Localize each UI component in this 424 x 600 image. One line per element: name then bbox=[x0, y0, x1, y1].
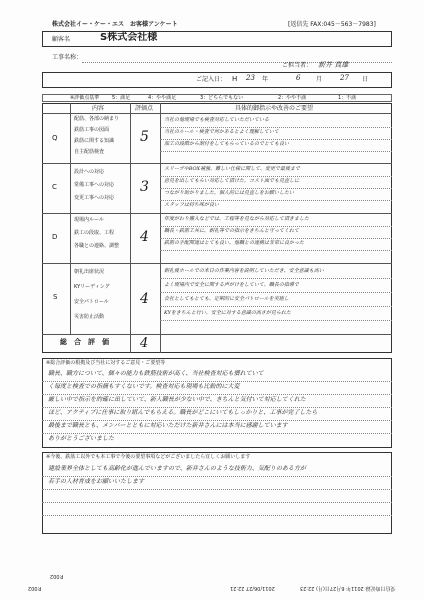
row-s-comment-1: 朝礼後ホールでの本日の作業内容を説明していただき、安全意識も高い bbox=[164, 268, 324, 274]
row-s-item-2: KYリーディング bbox=[74, 284, 110, 290]
company-title: 株式会社イー・ケー・エス お客様アンケート bbox=[52, 21, 178, 28]
customer-name-box bbox=[42, 31, 392, 47]
footer-fax-stamp: 受信日時記録 2011年 6月27日(月) 22:23 bbox=[300, 585, 396, 591]
feedback-heading: ※総合評価の根拠及び当社に対するご意見・ご要望等 bbox=[46, 360, 166, 366]
requests-heading: ※今後、鉄筋工以外でも本工事で今後の要望事項などがございましたら宜しくお願いします bbox=[46, 454, 251, 460]
row-divider-4 bbox=[42, 334, 392, 335]
row-s-item-3: 安全パトロール bbox=[74, 299, 109, 305]
customer-name: S株式会社様 bbox=[100, 32, 158, 43]
footer-fax-date: 2011/06/27 22:21 bbox=[230, 585, 275, 591]
row-q-item-2: 鉄筋工事の図面 bbox=[74, 127, 110, 133]
row-divider-3 bbox=[42, 263, 392, 264]
date-month-unit: 月 bbox=[316, 76, 323, 83]
date-year: 23 bbox=[246, 74, 255, 82]
row-c-score: 3 bbox=[140, 179, 149, 195]
grade-s: S bbox=[53, 293, 58, 301]
scale-3: 3：どちらでもない bbox=[200, 95, 244, 101]
scale-label: ※評価点基準 bbox=[70, 95, 100, 101]
row-s-comment-2: よく現場内で安全に関する声がけをしていて、職長の指導で bbox=[164, 282, 299, 288]
grade-d: D bbox=[52, 233, 58, 241]
row-c-comment-4: スタッフは持ち味が良い bbox=[164, 202, 220, 208]
row-c-comment-1: スリーブやBOX補強、難しい仕様に関して、変更で最後まで bbox=[164, 166, 300, 172]
row-d-item-1: 現場内ルール bbox=[74, 217, 104, 223]
table-col-score-divider bbox=[160, 103, 161, 353]
date-day-unit: 日 bbox=[362, 76, 369, 83]
row-c-item-3: 変更工事への対応 bbox=[74, 195, 115, 201]
table-col-content-divider bbox=[130, 103, 131, 353]
table-col-grade-divider bbox=[70, 103, 71, 335]
scale-5: 5：満足 bbox=[112, 95, 131, 101]
grade-q: Q bbox=[52, 134, 58, 142]
row-q-comment-1: 当社の他現場でも検査対応していただいている bbox=[164, 117, 270, 123]
date-year-unit: 年 bbox=[262, 76, 269, 83]
row-s-item-1: 朝礼出席状況 bbox=[74, 269, 105, 275]
row-c-comment-2: 意見を出してもらい対応して頂けた。コスト面でも見直しに bbox=[164, 178, 300, 184]
row-divider-2 bbox=[42, 213, 392, 214]
overall-label: 総 合 評 価 bbox=[60, 338, 109, 346]
row-d-item-3: 各職との連絡、調整 bbox=[74, 243, 120, 249]
feedback-line-3: 厳しい中で指示を的確に出していて、新人職長が少ない中で、きちんと気付いて対応してくれた bbox=[48, 396, 306, 403]
overall-score: 4 bbox=[140, 336, 149, 351]
row-c-item-2: 常備工事への対応 bbox=[74, 182, 115, 188]
scale-2: 2：やや不満 bbox=[278, 95, 307, 101]
requests-line-2: 若手の人材育成をお願いいたします bbox=[48, 478, 145, 485]
scale-1: 1：不満 bbox=[338, 95, 357, 101]
row-s-comment-3: 会社としてもとても、定期的に安全パトロールを実施し bbox=[164, 296, 289, 302]
customer-label: 顧客名 bbox=[52, 36, 71, 43]
grade-c: C bbox=[52, 183, 57, 191]
row-q-score: 5 bbox=[140, 129, 149, 145]
date-label: ご記入日： bbox=[196, 76, 227, 83]
row-s-comment-4: KYをきちんと行い、安全に対する意識の高さが見られた bbox=[164, 310, 291, 316]
feedback-line-5: 最後まで職長とも、メンバーとともに対応いただけた新井さんには本当に感謝しています bbox=[48, 422, 288, 429]
row-q-comment-2: 当社のルール・検査で何かあるとよく理解していて bbox=[164, 129, 279, 135]
requests-line-1: 建設業界全体としても高齢化が進んでいますので、新井さんのような技術力、気配りのある方が bbox=[48, 465, 306, 472]
row-c-item-1: 設計への対応 bbox=[74, 169, 105, 175]
row-s-item-4: 災害防止活動 bbox=[74, 314, 105, 320]
table-header-line bbox=[42, 113, 392, 114]
row-d-comment-1: 年度がわり搬入などでは、工程等を見ながら対応して頂きました bbox=[164, 216, 310, 222]
col-score: 評価点 bbox=[135, 105, 154, 112]
date-era: H bbox=[232, 75, 238, 83]
footer-page-2: P.002 bbox=[28, 585, 42, 591]
row-s-score: 4 bbox=[140, 291, 149, 307]
row-q-item-4: 自主配筋検査 bbox=[74, 149, 105, 155]
feedback-line-1: 職長、職方について、個々の能力も鉄筋技術が高く、当社検査対応も慣れていて bbox=[48, 370, 264, 377]
manager-name: 新井 真雄 bbox=[318, 61, 349, 69]
fax-number: [返信先 FAX:045－563－7983] bbox=[288, 21, 376, 28]
row-q-item-1: 配筋、各部の納まり bbox=[74, 116, 120, 122]
col-comment: 具体的御指示や改善のご要望 bbox=[235, 105, 314, 112]
row-q-comment-3: 加工の段階から割付をしてもらっているのでとても良い bbox=[164, 141, 290, 147]
footer-page-1: P.002 bbox=[50, 573, 64, 579]
row-d-comment-2: 職長・鉄筋工共に、朝礼等での指示をきちんと守ってくれて bbox=[164, 228, 300, 234]
feedback-line-4: ほど、アクティブに仕事に取り組んでもらえる。職長がどこにいてもしっかりと、工事が完了したら bbox=[48, 409, 318, 416]
feedback-line-6: ありがとうございました bbox=[48, 435, 115, 442]
row-d-score: 4 bbox=[140, 229, 149, 245]
row-c-comment-3: つながり助かりました。個人的には見直しをお願いしたい bbox=[164, 190, 295, 196]
feedback-line-2: く毎度と検査での指摘もすくないです。検査対応も現場も比較的に大変 bbox=[48, 383, 240, 390]
manager-label: ご担当者： bbox=[282, 62, 313, 69]
row-d-item-2: 鉄工の段取、工程 bbox=[74, 230, 115, 236]
scale-4: 4：やや満足 bbox=[148, 95, 177, 101]
row-d-comment-3: 鉄筋の手配関連はとても良い。他職との連携は非常に良かった bbox=[164, 240, 305, 246]
date-month: 6 bbox=[296, 74, 301, 82]
row-divider-1 bbox=[42, 163, 392, 164]
row-q-item-3: 鉄筋に関する知識 bbox=[74, 138, 115, 144]
date-day: 27 bbox=[340, 74, 349, 82]
project-label: 工事名称： bbox=[52, 54, 83, 61]
col-content: 内容 bbox=[92, 105, 105, 112]
